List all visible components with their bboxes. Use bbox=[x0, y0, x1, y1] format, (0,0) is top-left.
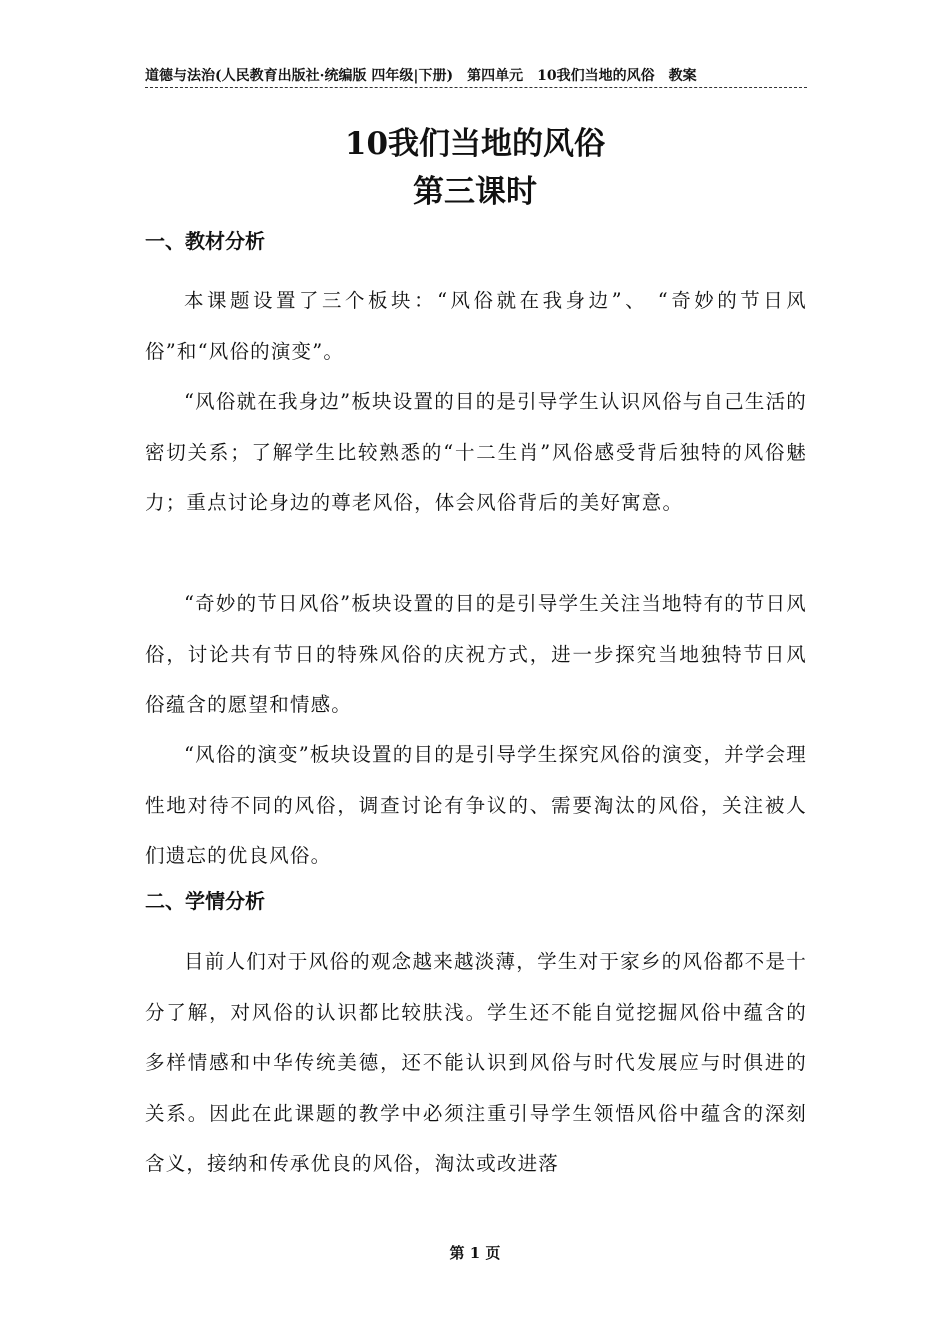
paragraph-module-custom-evolution: “风俗的演变”板块设置的目的是引导学生探究风俗的演变，并学会理性地对待不同的风俗，调查讨论有争议的、需要淘汰的风俗，关注被人们遗忘的优良风俗。 bbox=[145, 743, 807, 867]
lesson-title: 10我们当地的风俗 bbox=[344, 126, 606, 162]
running-header: 道德与法治(人民教育出版社·统编版 四年级|下册) 第四单元 10我们当地的风俗 教案 bbox=[145, 66, 807, 88]
section-heading-textbook-analysis: 一、教材分析 bbox=[145, 229, 265, 253]
lesson-subtitle: 第三课时 bbox=[413, 174, 537, 210]
paragraph-student-analysis: 目前人们对于风俗的观念越来越淡薄，学生对于家乡的风俗都不是十分了解，对风俗的认识都比较肤浅。学生还不能自觉挖掘风俗中蕴含的多样情感和中华传统美德，还不能认识到风俗与时代发展应与时俱进的关系。因此在此课题的教学中必须注重引导学生领悟风俗中蕴含的深刻含义，接纳和传承优良的风俗，淘汰或改进落 bbox=[145, 950, 807, 1175]
section-heading-student-analysis: 二、学情分析 bbox=[145, 889, 265, 913]
paragraph-module-customs-around-me: “风俗就在我身边”板块设置的目的是引导学生认识风俗与自己生活的密切关系；了解学生比较熟悉的“十二生肖”风俗感受背后独特的风俗魅力；重点讨论身边的尊老风俗，体会风俗背后的美好寓意。 bbox=[145, 390, 807, 514]
paragraph-intro: 本课题设置了三个板块：“风俗就在我身边”、 “奇妙的节日风俗”和“风俗的演变”。 bbox=[145, 289, 807, 363]
paragraph-module-festival-customs: “奇妙的节日风俗”板块设置的目的是引导学生关注当地特有的节日风俗，讨论共有节日的特殊风俗的庆祝方式，进一步探究当地独特节日风俗蕴含的愿望和情感。 bbox=[145, 592, 807, 716]
page-number: 第 1 页 bbox=[449, 1244, 501, 1262]
